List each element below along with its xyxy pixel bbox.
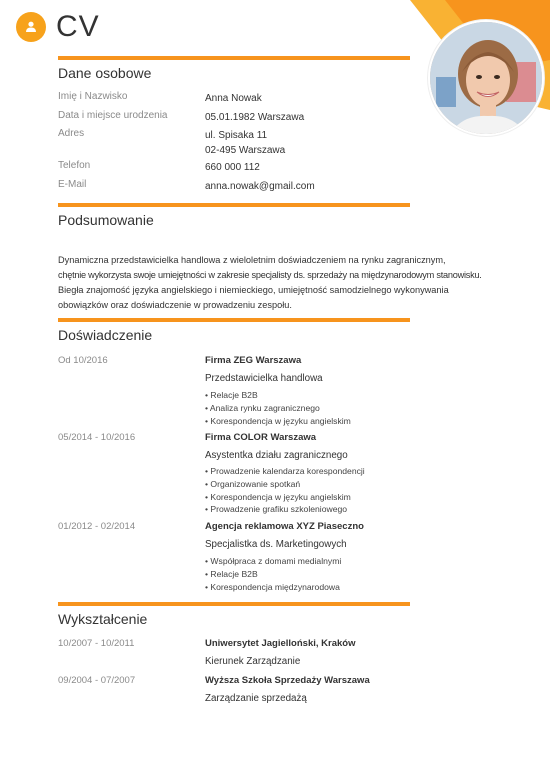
- field-value-line2: 02-495 Warszawa: [205, 145, 286, 156]
- entry-organization: Wyższa Szkoła Sprzedaży Warszawa: [205, 675, 370, 686]
- section-divider: [58, 318, 410, 322]
- education-section: [58, 602, 410, 704]
- summary-line: Biegła znajomość języka angielskiego i niemieckiego, umiejętność samodzielnego wykonywania: [58, 285, 449, 295]
- field-label: Data i miejsce urodzenia: [58, 110, 168, 121]
- field-value: 05.01.1982 Warszawa: [205, 112, 305, 123]
- entry-date: Od 10/2016: [58, 355, 108, 366]
- personal-row-name: [58, 91, 262, 104]
- list-item: • Korespondencja międzynarodowa: [205, 581, 341, 594]
- entry-date: 01/2012 - 02/2014: [58, 521, 136, 532]
- entry-organization: Agencja reklamowa XYZ Piaseczno: [205, 521, 364, 532]
- field-value: anna.nowak@gmail.com: [205, 181, 315, 192]
- summary-text: [58, 253, 508, 313]
- field-value: Anna Nowak: [205, 93, 262, 104]
- personal-section: [58, 56, 410, 192]
- entry-bullets: [205, 555, 341, 593]
- entry-role: Asystentka działu zagranicznego: [205, 450, 348, 461]
- list-item: • Prowadzenie kalendarza korespondencji: [205, 465, 365, 478]
- page-title: CV: [56, 10, 100, 43]
- personal-row-address: [58, 128, 286, 156]
- entry-role: Zarządzanie sprzedażą: [205, 693, 307, 704]
- personal-row-email: [58, 179, 315, 192]
- section-divider: [58, 203, 410, 207]
- section-title: Wykształcenie: [58, 611, 148, 627]
- list-item: • Organizowanie spotkań: [205, 478, 365, 491]
- entry-bullets: [205, 389, 351, 427]
- entry-organization: Uniwersytet Jagielloński, Kraków: [205, 638, 356, 649]
- entry-organization: Firma COLOR Warszawa: [205, 432, 317, 443]
- list-item: • Współpraca z domami medialnymi: [205, 555, 341, 568]
- summary-line: Dynamiczna przedstawicielka handlowa z wieloletnim doświadczeniem na rynku zagranicznym,: [58, 255, 446, 265]
- list-item: • Korespondencja w języku angielskim: [205, 491, 365, 504]
- list-item: • Relacje B2B: [205, 389, 351, 402]
- entry-role: Kierunek Zarządzanie: [205, 656, 301, 667]
- entry-date: 05/2014 - 10/2016: [58, 432, 136, 443]
- field-value: ul. Spisaka 11: [205, 130, 268, 141]
- field-label: Imię i Nazwisko: [58, 91, 128, 102]
- list-item: • Korespondencja w języku angielskim: [205, 415, 351, 428]
- entry-organization: Firma ZEG Warszawa: [205, 355, 302, 366]
- section-title: Podsumowanie: [58, 212, 154, 228]
- profile-photo: [428, 20, 544, 136]
- section-divider: [58, 602, 410, 606]
- experience-section: [58, 318, 410, 592]
- entry-role: Specjalistka ds. Marketingowych: [205, 539, 347, 550]
- list-item: • Analiza rynku zagranicznego: [205, 402, 351, 415]
- personal-row-phone: [58, 160, 260, 173]
- entry-bullets: [205, 465, 365, 516]
- cv-header: [16, 10, 100, 44]
- user-icon: [16, 12, 46, 42]
- section-title: Doświadczenie: [58, 327, 153, 343]
- entry-date: 10/2007 - 10/2011: [58, 638, 135, 649]
- list-item: • Relacje B2B: [205, 568, 341, 581]
- field-value: 660 000 112: [205, 162, 260, 173]
- field-label: E-Mail: [58, 179, 87, 190]
- field-label: Telefon: [58, 160, 91, 171]
- entry-role: Przedstawicielka handlowa: [205, 373, 323, 384]
- field-label: Adres: [58, 128, 85, 139]
- section-title: Dane osobowe: [58, 65, 152, 81]
- entry-date: 09/2004 - 07/2007: [58, 675, 136, 686]
- summary-section: [58, 203, 482, 310]
- summary-line: obowiązków oraz doświadczenie w prowadzeniu zespołu.: [58, 300, 292, 310]
- section-divider: [58, 56, 410, 60]
- personal-row-birth: [58, 110, 305, 123]
- summary-line: chętnie wykorzysta swoje umiejętności w zakresie specjalisty ds. sprzedaży na międzynarodowym stanowisku.: [58, 270, 482, 280]
- list-item: • Prowadzenie grafiku szkoleniowego: [205, 503, 365, 516]
